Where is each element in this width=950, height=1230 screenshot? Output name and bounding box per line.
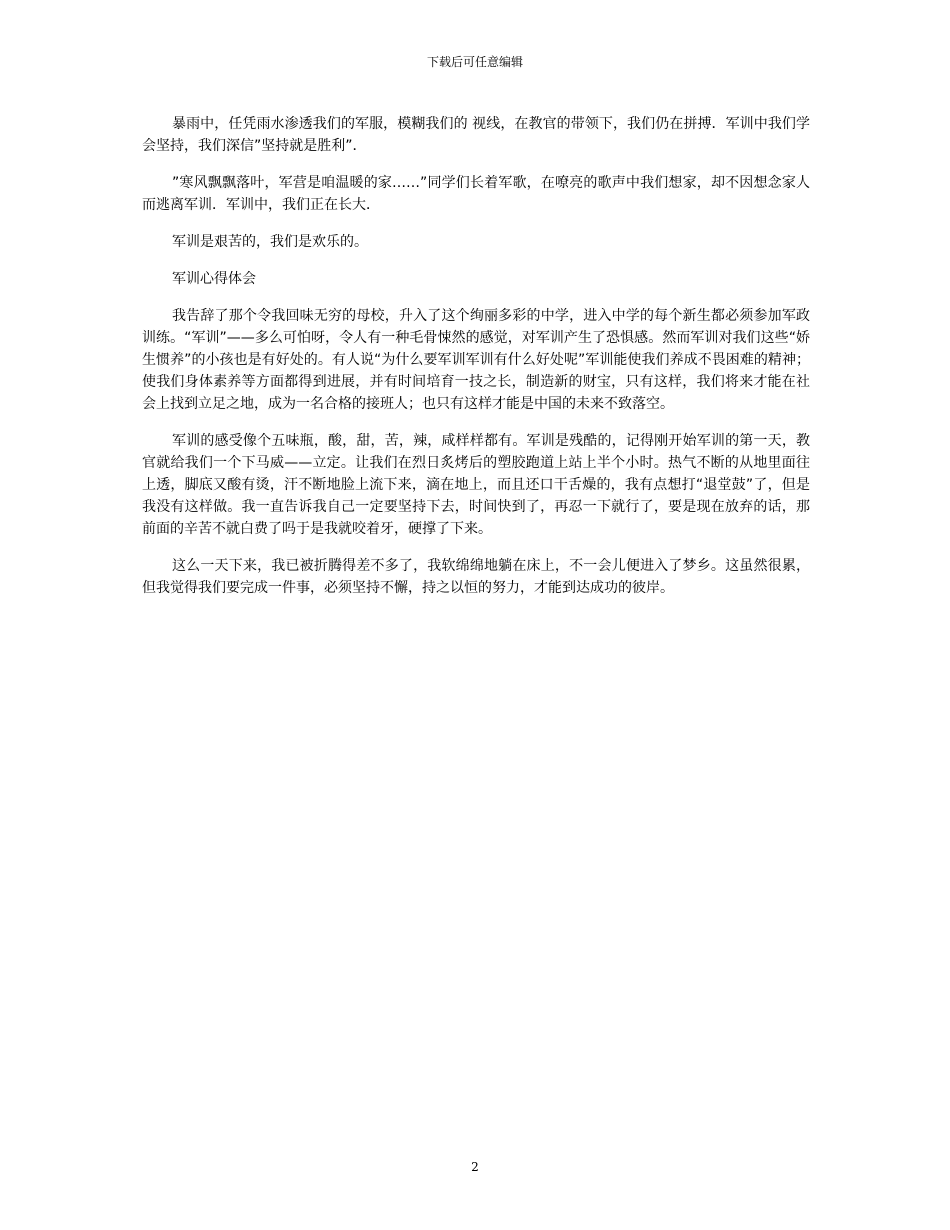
paragraph: 军训是艰苦的，我们是欢乐的。 — [172, 234, 368, 250]
paragraph: 我告辞了那个令我回味无穷的母校，升入了这个绚丽多彩的中学，进入中学的每个新生都必须参加军政训练。“军训”——多么可怕呀，令人有一种毛骨悚然的感觉，对军训产生了恐惧感。然而军训对我们这些“娇生惯养”的小孩也是有好处的。有人说“为什么要军训军训有什么好处呢”军训能使我们养成不畏困难的精神；使我们身体素养等方面都得到进展，并有时间培育一技之长，制造新的财宝，只有这样，我们将来才能在社会上找到立足之地，成为一名合格的接班人；也只有这样才能是中国的未来不致落空。 — [142, 308, 810, 412]
paragraph: ”寒风飘飘落叶，军营是咱温暖的家……”同学们长着军歌，在嘹亮的歌声中我们想家，却不因想念家人而逃离军训．军训中，我们正在长大． — [142, 175, 810, 213]
paragraph: 军训的感受像个五味瓶，酸，甜，苦，辣，咸样样都有。军训是残酷的，记得刚开始军训的第一天，教官就给我们一个下马威——立定。让我们在烈日炙烤后的塑胶跑道上站上半个小时。热气不断的从地里面往上透，脚底又酸有烫，汗不断地脸上流下来，滴在地上，而且还口干舌燥的，我有点想打“退堂鼓”了，但是我没有这样做。我一直告诉我自己一定要坚持下去，时间快到了，再忍一下就行了，要是现在放弃的话，那前面的辛苦不就白费了吗于是我就咬着牙，硬撑了下来。 — [142, 433, 810, 537]
paragraph: 暴雨中，任凭雨水渗透我们的军服，模糊我们的 视线，在教官的带领下，我们仍在拼搏．军训中我们学会坚持，我们深信”坚持就是胜利”． — [142, 116, 810, 154]
paragraph: 这么一天下来，我已被折腾得差不多了，我软绵绵地躺在床上，不一会儿便进入了梦乡。这虽然很累，但我觉得我们要完成一件事，必须坚持不懈，持之以恒的努力，才能到达成功的彼岸。 — [142, 558, 810, 596]
page-number: 2 — [471, 1160, 479, 1174]
page-header: 下载后可任意编辑 — [426, 55, 523, 69]
document-body — [142, 113, 810, 614]
section-heading: 军训心得体会 — [172, 271, 256, 287]
